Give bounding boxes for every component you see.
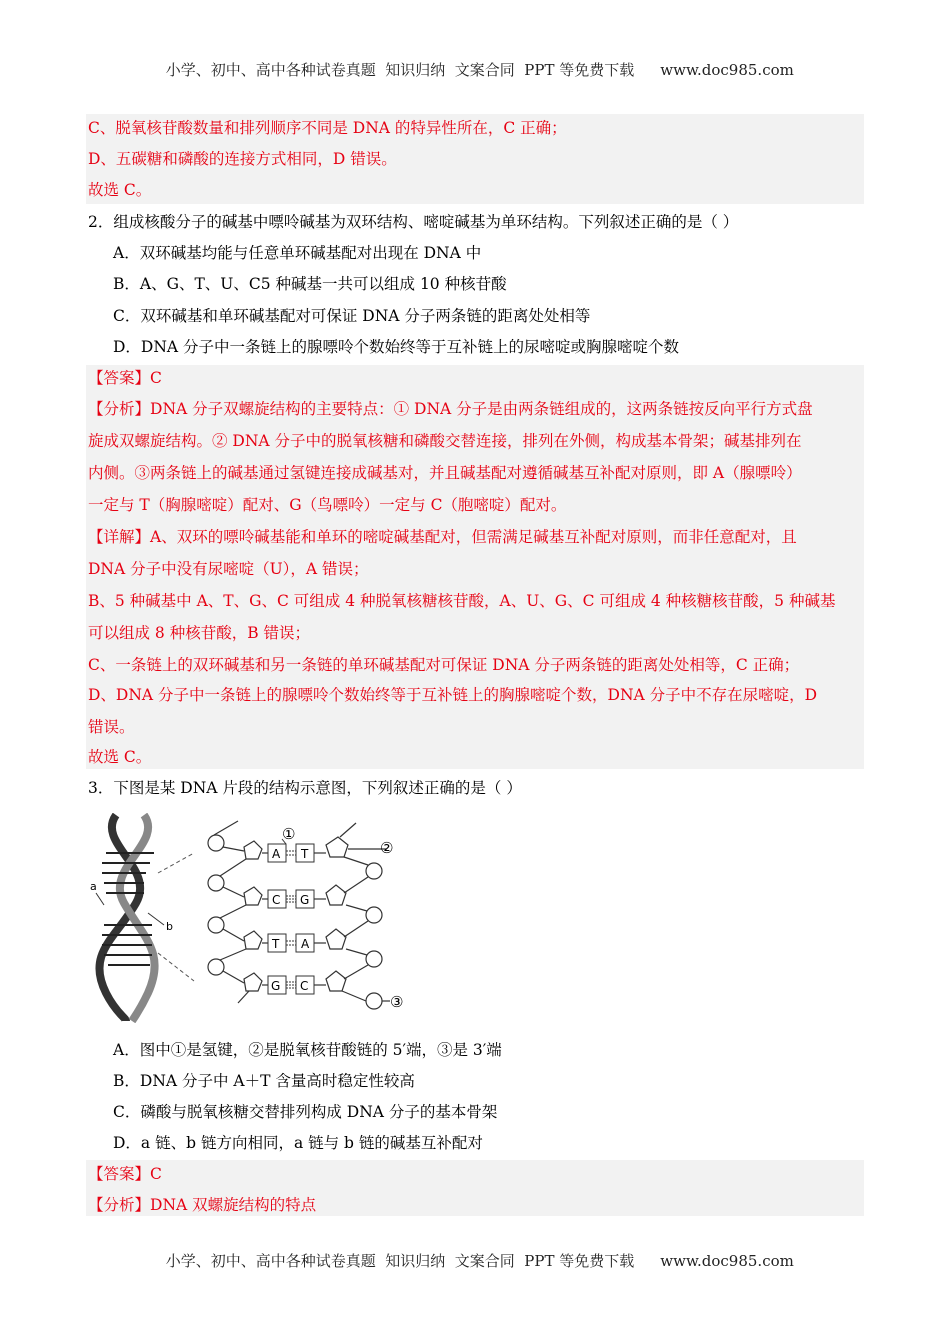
q3-answer bbox=[88, 1164, 162, 1184]
base-pair-2-left: C bbox=[272, 893, 281, 907]
right-backbone bbox=[314, 823, 390, 1009]
q2-answer-tag: 【答案】 bbox=[88, 369, 151, 387]
q2-detail-line-3: B、5 种碱基中 A、T、G、C 可组成 4 种脱氧核糖核苷酸，A、U、G、C 可组成 4 种核糖核苷酸，5 种碱基 bbox=[88, 592, 836, 610]
base-pair-4-right: C bbox=[300, 979, 309, 993]
q3-analysis bbox=[88, 1195, 316, 1215]
q3-answer-value: C bbox=[150, 1165, 162, 1183]
q2-detail-line-2: DNA 分子中没有尿嘧啶（U），A 错误； bbox=[88, 560, 369, 578]
base-pair-4 bbox=[268, 976, 314, 994]
q2-analysis-line-3: 内侧。③两条链上的碱基通过氢键连接成碱基对，并且碱基配对遵循碱基互补配对原则，即 A（腺嘌呤） bbox=[88, 464, 802, 482]
q2-detail-tag: 【详解】 bbox=[88, 528, 151, 546]
dna-structure-figure bbox=[86, 813, 416, 1023]
mark-1: ① bbox=[282, 825, 296, 843]
strand-label-a: a bbox=[90, 880, 97, 893]
q2-stem: 2．组成核酸分子的碱基中嘌呤碱基为双环结构、嘧啶碱基为单环结构。下列叙述正确的是（ ） bbox=[88, 213, 739, 231]
q2-detail-line-1 bbox=[88, 527, 797, 547]
q3-analysis-tag: 【分析】 bbox=[88, 1196, 151, 1214]
prev-option-d-explanation: D、五碳糖和磷酸的连接方式相同，D 错误。 bbox=[88, 150, 397, 168]
q2-answer-value: C bbox=[150, 369, 162, 387]
base-pair-1-right: T bbox=[301, 847, 309, 861]
q2-analysis-line-2: 旋成双螺旋结构。② DNA 分子中的脱氧核糖和磷酸交替连接，排列在外侧，构成基本骨架；碱基排列在 bbox=[88, 432, 802, 450]
page-header bbox=[0, 41, 950, 80]
mark-3: ③ bbox=[390, 993, 404, 1011]
q3-stem: 3．下图是某 DNA 片段的结构示意图，下列叙述正确的是（ ） bbox=[88, 779, 522, 797]
q2-detail-line-7: 错误。 bbox=[88, 718, 135, 736]
prev-choice: 故选 C。 bbox=[88, 181, 152, 199]
q2-option-c: C．双环碱基和单环碱基配对可保证 DNA 分子两条链的距离处处相等 bbox=[113, 307, 591, 325]
base-pair-3-right: A bbox=[301, 937, 310, 951]
base-pair-3-left: T bbox=[272, 937, 280, 951]
base-pair-3 bbox=[268, 934, 314, 952]
base-pair-1 bbox=[268, 844, 314, 862]
q3-option-b: B．DNA 分子中 A＋T 含量高时稳定性较高 bbox=[113, 1072, 415, 1090]
q3-option-a: A．图中①是氢键，②是脱氧核苷酸链的 5′端，③是 3′端 bbox=[113, 1041, 502, 1059]
q3-option-d: D．a 链、b 链方向相同，a 链与 b 链的碱基互补配对 bbox=[113, 1134, 483, 1152]
q3-analysis-text: DNA 双螺旋结构的特点 bbox=[150, 1196, 317, 1214]
header-url[interactable]: www.doc985.com bbox=[660, 61, 794, 79]
footer-text: 小学、初中、高中各种试卷真题 知识归纳 文案合同 PPT 等免费下载 bbox=[165, 1252, 635, 1270]
q2-option-a: A．双环碱基均能与任意单环碱基配对出现在 DNA 中 bbox=[113, 244, 482, 262]
header-text: 小学、初中、高中各种试卷真题 知识归纳 文案合同 PPT 等免费下载 bbox=[165, 61, 635, 79]
double-helix-drawing bbox=[99, 815, 154, 1021]
footer-url[interactable]: www.doc985.com bbox=[660, 1252, 794, 1270]
q3-answer-tag: 【答案】 bbox=[88, 1165, 151, 1183]
q2-detail-text-1: A、双环的嘌呤碱基能和单环的嘧啶碱基配对，但需满足碱基互补配对原则，而非任意配对，且 bbox=[150, 528, 797, 546]
q2-analysis-line-4: 一定与 T（胸腺嘧啶）配对、G（鸟嘌呤）一定与 C（胞嘧啶）配对。 bbox=[88, 496, 567, 514]
base-pair-4-left: G bbox=[271, 979, 281, 993]
q2-detail-line-6: D、DNA 分子中一条链上的腺嘌呤个数始终等于互补链上的胸腺嘧啶个数，DNA 分子中不存在尿嘧啶，D bbox=[88, 686, 818, 704]
left-backbone bbox=[208, 821, 268, 1003]
q2-choice: 故选 C。 bbox=[88, 748, 152, 766]
q2-option-d: D．DNA 分子中一条链上的腺嘌呤个数始终等于互补链上的尿嘧啶或胸腺嘧啶个数 bbox=[113, 338, 680, 356]
base-pair-1-left: A bbox=[272, 847, 281, 861]
base-pair-2-right: G bbox=[300, 893, 310, 907]
q2-option-b: B．A、G、T、U、C5 种碱基一共可以组成 10 种核苷酸 bbox=[113, 275, 507, 293]
prev-option-c-explanation: C、脱氧核苷酸数量和排列顺序不同是 DNA 的特异性所在，C 正确； bbox=[88, 119, 567, 137]
page-footer bbox=[0, 1232, 950, 1271]
q2-analysis-text-1: DNA 分子双螺旋结构的主要特点：① DNA 分子是由两条链组成的，这两条链按反向平行方式盘 bbox=[150, 400, 813, 418]
base-pair-2 bbox=[268, 890, 314, 908]
q2-answer bbox=[88, 368, 162, 388]
mark-2: ② bbox=[380, 839, 394, 857]
q2-analysis-line-1 bbox=[88, 399, 813, 419]
q3-option-c: C．磷酸与脱氧核糖交替排列构成 DNA 分子的基本骨架 bbox=[113, 1103, 498, 1121]
q2-detail-line-5: C、一条链上的双环碱基和另一条链的单环碱基配对可保证 DNA 分子两条链的距离处处相等，C 正确； bbox=[88, 656, 800, 674]
strand-label-b: b bbox=[166, 920, 173, 933]
q2-detail-line-4: 可以组成 8 种核苷酸，B 错误； bbox=[88, 624, 311, 642]
q2-analysis-tag: 【分析】 bbox=[88, 400, 151, 418]
